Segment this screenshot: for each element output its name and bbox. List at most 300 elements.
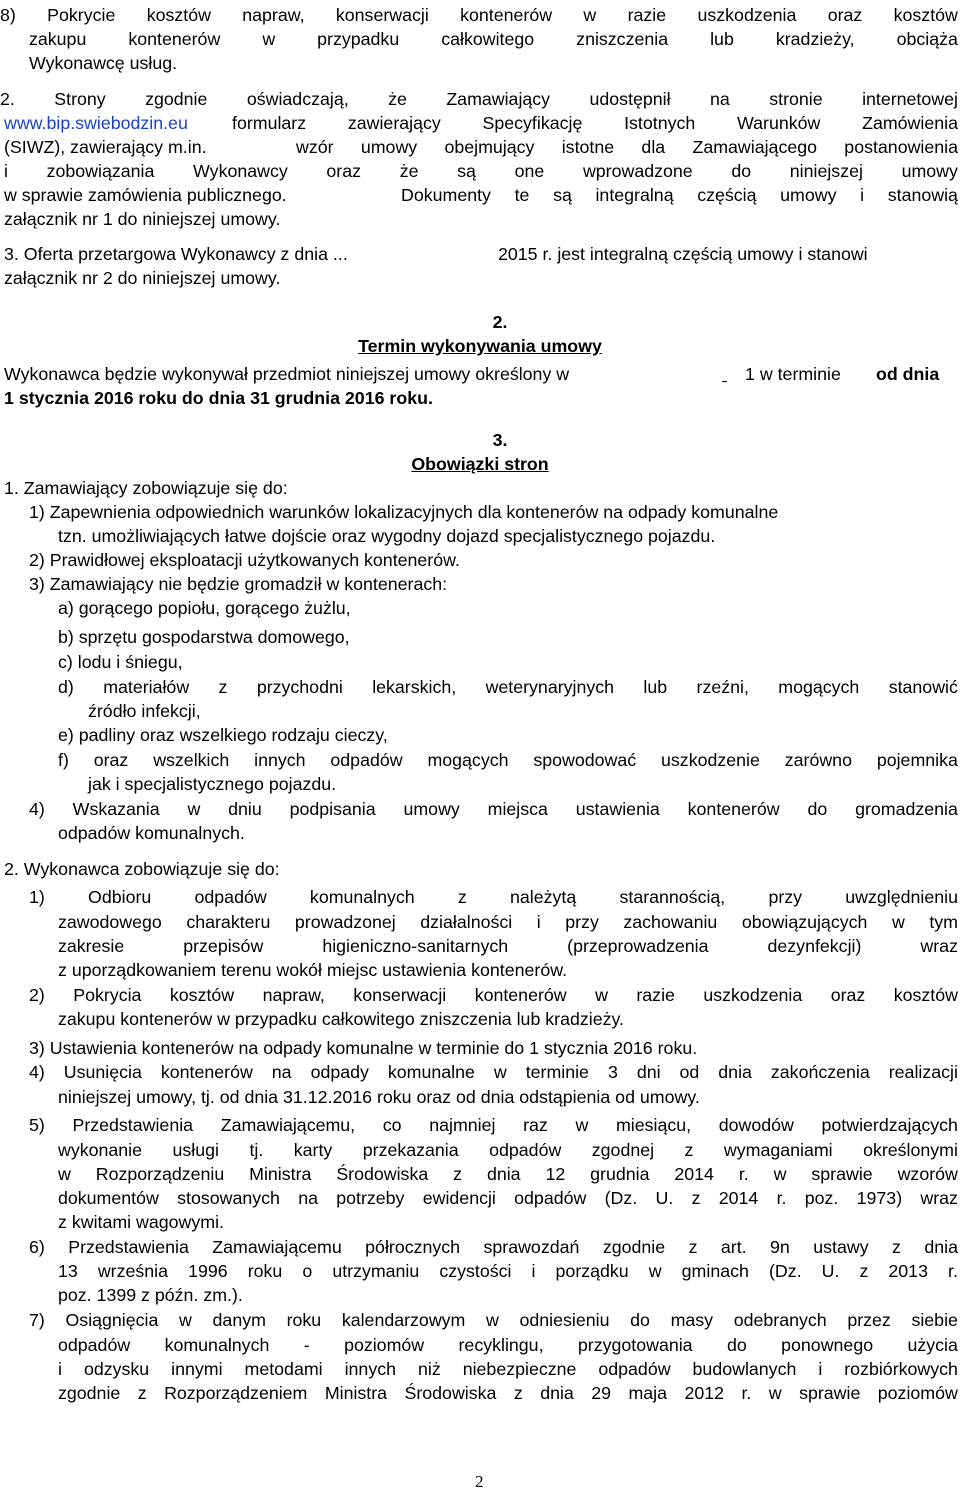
word: kosztów: [893, 985, 958, 1005]
s3-p2-i1-l2: [58, 910, 958, 934]
word: odpadów: [58, 1335, 131, 1355]
word: kosztów: [169, 985, 235, 1005]
word: o: [302, 1261, 313, 1281]
word: sprawie: [811, 1164, 873, 1184]
word: zarówno: [784, 750, 852, 770]
word: że: [388, 89, 407, 109]
word: odzysku: [83, 1359, 150, 1379]
s3-p2-i7-l4: [58, 1381, 958, 1405]
word: dnia: [718, 1062, 752, 1082]
word: że: [399, 161, 419, 181]
word: gromadzenia: [855, 799, 958, 819]
word: poziomów: [344, 1335, 425, 1355]
s3-p1-i1-l2: tzn. umożliwiających łatwe dojście oraz wygodny dojazd specjalistycznego pojazdu.: [58, 526, 716, 546]
word: rzeźni,: [696, 677, 749, 697]
word: uszkodzenie: [661, 750, 760, 770]
word: recyklingu,: [458, 1335, 544, 1355]
word: napraw,: [242, 5, 305, 25]
word: Przedstawienia: [72, 1115, 194, 1135]
s3-p2-i1-l1: [29, 885, 958, 909]
word: 1): [29, 887, 45, 907]
word: usługi: [172, 1140, 219, 1160]
word: starannością,: [619, 887, 726, 907]
word: Specyfikację: [482, 113, 583, 133]
word: obciąża: [896, 29, 958, 49]
word: Pokrycie: [47, 5, 116, 25]
word: przypadku: [317, 29, 400, 49]
word: U.: [821, 1261, 840, 1281]
word: roku: [286, 1310, 322, 1330]
word: i: [818, 1359, 823, 1379]
word: 2014: [718, 1188, 759, 1208]
word: zakończenia: [770, 1062, 870, 1082]
word: odpadów: [598, 1359, 671, 1379]
word: tj.: [249, 1140, 264, 1160]
word: art.: [720, 1237, 747, 1257]
bip-link[interactable]: www.bip.swiebodzin.eu: [4, 113, 188, 133]
word: materiałów: [103, 677, 190, 697]
s3-p1-c: c) lodu i śniegu,: [58, 652, 183, 672]
word: są: [553, 185, 572, 205]
word: przez: [847, 1310, 891, 1330]
word: gminach: [681, 1261, 749, 1281]
word: w: [486, 1310, 499, 1330]
word: w: [891, 912, 905, 932]
word: najmniej: [429, 1115, 496, 1135]
word: zgodnie: [602, 1237, 666, 1257]
word: razie: [636, 985, 675, 1005]
word: higieniczno-sanitarnych: [322, 936, 509, 956]
word: stosowanych: [177, 1188, 280, 1208]
word: prowadzonej: [294, 912, 396, 932]
s3-p2-head: 2. Wykonawca zobowiązuje się do:: [4, 859, 280, 879]
word: półrocznych: [365, 1237, 461, 1257]
word: i: [860, 185, 865, 205]
s3-p1-i4-l2: odpadów komunalnych.: [58, 823, 245, 843]
word: kontenerów: [128, 29, 221, 49]
word: masy: [670, 1310, 714, 1330]
word: Usunięcia: [63, 1062, 142, 1082]
word: (Dz.: [768, 1261, 802, 1281]
word: integralną: [595, 185, 674, 205]
word: w: [595, 985, 608, 1005]
section-symbol-blank: [722, 362, 735, 386]
item8-line3: Wykonawcę usług.: [29, 53, 178, 73]
word: porządku: [555, 1261, 629, 1281]
word: U.: [655, 1188, 674, 1208]
word: niż: [417, 1359, 441, 1379]
word: dnia: [540, 1383, 574, 1403]
word: w: [262, 29, 276, 49]
s3-p1-i3: 3) Zamawiający nie będzie gromadził w kontenerach:: [29, 574, 448, 594]
word: rozbiórkowych: [844, 1359, 958, 1379]
word: uszkodzenia: [697, 5, 797, 25]
word: wszelkich: [153, 750, 230, 770]
section2-line1b: 1 w terminie: [745, 364, 841, 384]
word: Środowiska: [336, 1164, 429, 1184]
para2-line1: [0, 87, 958, 111]
word: 12: [545, 1164, 566, 1184]
s3-p2-i5-l1: [29, 1113, 958, 1137]
para2-line5a: w sprawie zamówienia publicznego.: [4, 185, 287, 205]
para2-line6: załącznik nr 1 do niniejszej umowy.: [4, 209, 281, 229]
word: spowodować: [533, 750, 637, 770]
word: odpadów: [194, 887, 267, 907]
word: oraz: [827, 5, 863, 25]
item8-line2: [29, 27, 958, 51]
word: co: [382, 1115, 402, 1135]
s3-p2-i6-l2: [58, 1259, 958, 1283]
word: odpady: [310, 1062, 369, 1082]
word: września: [97, 1261, 169, 1281]
s3-p2-i5-l4: [58, 1186, 958, 1210]
section2-line1a: Wykonawca będzie wykonywał przedmiot niniejszej umowy określony w: [4, 364, 570, 384]
word: przy: [565, 912, 599, 932]
word: budowlanych: [692, 1359, 797, 1379]
word: z: [218, 677, 228, 697]
word: odpadów: [514, 1188, 587, 1208]
section3-number: 3.: [492, 430, 508, 450]
word: 29: [591, 1383, 612, 1403]
word: zgodnie: [58, 1383, 121, 1403]
word: z: [892, 1237, 901, 1257]
word: 4): [29, 1062, 45, 1082]
word: Środowiska: [404, 1383, 497, 1403]
word: Wykonawcy: [193, 161, 288, 181]
word: lekarskich,: [372, 677, 457, 697]
para2-line2-rest: [232, 111, 958, 135]
word: i: [58, 1359, 62, 1379]
word: w: [648, 1261, 662, 1281]
word: Zamawiającemu: [212, 1237, 342, 1257]
word: karty: [293, 1140, 333, 1160]
word: wraz: [920, 1188, 958, 1208]
word: odpadów: [330, 750, 403, 770]
word: charakteru: [186, 912, 271, 932]
word: udostępnił: [589, 89, 671, 109]
s3-p1-head: 1. Zamawiający zobowiązuje się do:: [4, 478, 288, 498]
s3-p1-e: e) padliny oraz wszelkiego rodzaju cieczy,: [58, 725, 388, 745]
word: miejsca: [487, 799, 548, 819]
s3-p2-i2-l2: zakupu kontenerów w przypadku całkowitego zniszczenia lub kradzieży.: [58, 1009, 624, 1029]
word: odniesieniu: [519, 1310, 610, 1330]
word: metodami: [244, 1359, 323, 1379]
para2-line3a: (SIWZ), zawierający m.in.: [4, 137, 207, 157]
word: oraz: [326, 161, 362, 181]
s3-p1-d-l1: [58, 675, 958, 699]
word: zgodnej: [591, 1140, 655, 1160]
word: 2012: [684, 1383, 725, 1403]
word: mogących: [427, 750, 509, 770]
word: r.: [741, 1383, 752, 1403]
word: są: [457, 161, 476, 181]
word: stanowić: [888, 677, 958, 697]
word: Warunków: [737, 113, 821, 133]
word: Rozporządzeniu: [95, 1164, 225, 1184]
word: Strony: [54, 89, 106, 109]
s3-p2-i1-l4: z uporządkowaniem terenu wokół miejsc ustawienia kontenerów.: [58, 960, 568, 980]
s3-p2-i4-l2: niniejszej umowy, tj. od dnia 31.12.2016 roku oraz od dnia odstąpienia od umowy.: [58, 1087, 700, 1107]
word: maja: [628, 1383, 668, 1403]
s3-p1-i4-l1: [29, 797, 958, 821]
word: zachowaniu: [623, 912, 718, 932]
word: przychodni: [256, 677, 343, 697]
word: potrzeby: [336, 1188, 405, 1208]
word: kontenerów: [160, 1062, 253, 1082]
s3-p1-f-l2: jak i specjalistycznego pojazdu.: [88, 774, 337, 794]
word: napraw,: [262, 985, 325, 1005]
word: oświadczają,: [246, 89, 349, 109]
para3-line1b: 2015 r. jest integralną częścią umowy i stanowi: [498, 244, 868, 264]
word: należytą: [510, 887, 577, 907]
word: Dokumenty: [401, 185, 491, 205]
word: umowy: [901, 161, 958, 181]
word: utrzymaniu: [332, 1261, 420, 1281]
s3-p2-i7-l2: [58, 1333, 958, 1357]
s3-p2-i5-l2: [58, 1138, 958, 1162]
word: 7): [29, 1310, 45, 1330]
word: realizacji: [888, 1062, 958, 1082]
word: pojemnika: [876, 750, 958, 770]
word: wykonanie: [58, 1140, 143, 1160]
word: przy: [768, 887, 803, 907]
word: Pokrycia: [73, 985, 142, 1005]
word: komunalnych: [309, 887, 415, 907]
word: Rozporządzeniem: [164, 1383, 308, 1403]
s3-p2-i6-l3: poz. 1399 z późn. zm.).: [58, 1285, 243, 1305]
item8-line1: [0, 3, 958, 27]
section2-line1-bold: od dnia: [876, 364, 940, 384]
word: z: [453, 1164, 463, 1184]
word: f): [58, 750, 69, 770]
word: konserwacji: [335, 5, 429, 25]
word: wraz: [920, 936, 958, 956]
word: 1973): [856, 1188, 903, 1208]
word: kontenerów: [460, 5, 553, 25]
word: innych: [344, 1359, 396, 1379]
word: ponownego: [781, 1335, 874, 1355]
s3-p2-i5-l5: z kwitami wagowymi.: [58, 1212, 224, 1232]
word: czystości: [439, 1261, 512, 1281]
section2-title: Termin wykonywania umowy: [358, 336, 602, 356]
word: zgodnie: [145, 89, 208, 109]
word: kalendarzowym: [341, 1310, 466, 1330]
word: uwzględnieniu: [845, 887, 958, 907]
word: z: [137, 1383, 147, 1403]
word: sprawozdań: [483, 1237, 580, 1257]
para3-line2: załącznik nr 2 do niniejszej umowy.: [4, 268, 281, 288]
s3-p1-i2: 2) Prawidłowej eksploatacji użytkowanych kontenerów.: [29, 550, 460, 570]
word: działalności: [420, 912, 513, 932]
word: oraz: [93, 750, 129, 770]
word: stanowią: [887, 185, 958, 205]
word: terminie: [525, 1062, 589, 1082]
word: użycia: [907, 1335, 958, 1355]
word: dezynfekcji): [767, 936, 862, 956]
word: do: [726, 1335, 747, 1355]
s3-p2-i7-l1: [29, 1308, 958, 1332]
word: raz: [523, 1115, 548, 1135]
s3-p2-i7-l3: [58, 1357, 958, 1381]
word: zakresie: [58, 936, 125, 956]
word: zawodowego: [58, 912, 162, 932]
word: d): [58, 677, 74, 697]
word: Ministra: [324, 1383, 388, 1403]
word: komunalne: [387, 1062, 475, 1082]
word: 13: [58, 1261, 78, 1281]
word: w: [493, 1062, 507, 1082]
word: Ministra: [249, 1164, 312, 1184]
para2-line2-link-wrap: [4, 111, 188, 135]
word: Przedstawienia: [68, 1237, 189, 1257]
word: ustawy: [813, 1237, 869, 1257]
para3-line1a: 3. Oferta przetargowa Wykonawcy z dnia ...: [4, 244, 348, 264]
word: niniejszej: [789, 161, 863, 181]
para2-line3b: wzór umowy obejmujący istotne dla Zamawiającego postanowienia: [296, 137, 958, 157]
word: (Dz.: [604, 1188, 638, 1208]
word: oraz: [830, 985, 866, 1005]
word: zniszczenia: [576, 29, 669, 49]
word: dokumentów: [58, 1188, 159, 1208]
word: na: [298, 1188, 318, 1208]
word: innych: [254, 750, 306, 770]
word: w: [768, 1383, 782, 1403]
word: r.: [948, 1261, 958, 1281]
word: razie: [627, 5, 667, 25]
word: weterynaryjnych: [485, 677, 615, 697]
word: z: [859, 1261, 869, 1281]
word: z: [513, 1383, 523, 1403]
word: 8): [0, 5, 16, 25]
word: przygotowania: [577, 1335, 693, 1355]
word: i: [536, 912, 541, 932]
word: ewidencji: [422, 1188, 496, 1208]
word: dniu: [228, 799, 262, 819]
word: potwierdzających: [821, 1115, 958, 1135]
word: umowy: [780, 185, 837, 205]
word: 2014: [674, 1164, 714, 1184]
word: one: [514, 161, 545, 181]
word: stronie: [769, 89, 823, 109]
s3-p2-i5-l3: [58, 1162, 958, 1186]
word: kosztów: [893, 5, 958, 25]
word: kontenerów: [687, 799, 780, 819]
word: odpadów: [489, 1140, 562, 1160]
page-number: 2: [475, 1472, 484, 1491]
word: -: [303, 1335, 310, 1355]
word: 2.: [0, 89, 15, 109]
word: Osiągnięcia: [65, 1310, 159, 1330]
word: wzorów: [897, 1164, 958, 1184]
word: lub: [643, 677, 668, 697]
word: i: [4, 161, 8, 181]
word: komunalnych: [164, 1335, 270, 1355]
s3-p1-a: a) gorącego popiołu, gorącego żużlu,: [58, 598, 351, 618]
word: w: [179, 1310, 192, 1330]
word: podpisania: [289, 799, 376, 819]
word: 3: [607, 1062, 618, 1082]
word: do: [630, 1310, 650, 1330]
word: 9n: [770, 1237, 790, 1257]
word: z: [688, 1237, 698, 1257]
word: od: [679, 1062, 700, 1082]
word: niebezpieczne: [462, 1359, 577, 1379]
word: tym: [929, 912, 958, 932]
word: na: [710, 89, 730, 109]
word: formularz: [232, 113, 307, 133]
para2-line5b: [401, 183, 958, 207]
word: do: [807, 799, 828, 819]
word: dowodów: [718, 1115, 794, 1135]
word: w: [575, 1115, 589, 1135]
word: zakupu: [29, 29, 87, 49]
word: umowy: [403, 799, 460, 819]
word: kosztów: [146, 5, 211, 25]
s3-p2-i4-l1: [29, 1060, 958, 1084]
section3-title: Obowiązki stron: [411, 454, 549, 474]
word: zawierający: [347, 113, 441, 133]
word: 5): [29, 1115, 45, 1135]
word: poziomów: [877, 1383, 958, 1403]
word: ustawienia: [575, 799, 660, 819]
word: konserwacji: [353, 985, 447, 1005]
word: r.: [776, 1188, 787, 1208]
word: kradzieży,: [775, 29, 855, 49]
word: przepisów: [183, 936, 264, 956]
word: Wskazania: [72, 799, 160, 819]
word: siebie: [911, 1310, 958, 1330]
word: danym: [212, 1310, 266, 1330]
word: określonymi: [863, 1140, 958, 1160]
word: miesiącu,: [615, 1115, 692, 1135]
word: przekazania: [362, 1140, 459, 1160]
s3-p2-i3: 3) Ustawienia kontenerów na odpady komunalne w terminie do 1 stycznia 2016 roku.: [29, 1038, 698, 1058]
word: częścią: [697, 185, 757, 205]
word: 4): [29, 799, 45, 819]
word: i: [531, 1261, 536, 1281]
word: wymaganiami: [723, 1140, 833, 1160]
word: z: [684, 1140, 694, 1160]
word: Zamówienia: [862, 113, 958, 133]
word: (przeprowadzenia: [567, 936, 709, 956]
word: na: [271, 1062, 292, 1082]
s3-p2-i6-l1: [29, 1235, 958, 1259]
word: wprowadzone: [582, 161, 693, 181]
section2-line2-bold: 1 stycznia 2016 roku do dnia 31 grudnia 2016 roku.: [4, 388, 433, 408]
word: obowiązujących: [741, 912, 868, 932]
word: całkowitego: [441, 29, 535, 49]
word: w: [583, 5, 597, 25]
s3-p2-i1-l3: [58, 934, 958, 958]
word: internetowej: [862, 89, 958, 109]
word: r.: [738, 1164, 749, 1184]
word: w: [773, 1164, 787, 1184]
s3-p1-d-l2: źródło infekcji,: [88, 701, 201, 721]
section2-number: 2.: [492, 312, 508, 332]
s3-p1-f-l1: [58, 748, 958, 772]
word: odebranych: [733, 1310, 827, 1330]
word: 1996: [188, 1261, 228, 1281]
s3-p2-i2-l1: [29, 983, 958, 1007]
word: poz.: [804, 1188, 839, 1208]
word: mogących: [778, 677, 860, 697]
word: 6): [29, 1237, 45, 1257]
word: te: [514, 185, 530, 205]
s3-p1-i1-l1: 1) Zapewnienia odpowiednich warunków lokalizacyjnych dla kontenerów na odpady komunalne: [29, 502, 779, 522]
word: do: [731, 161, 752, 181]
word: w: [187, 799, 201, 819]
word: Zamawiający: [446, 89, 551, 109]
